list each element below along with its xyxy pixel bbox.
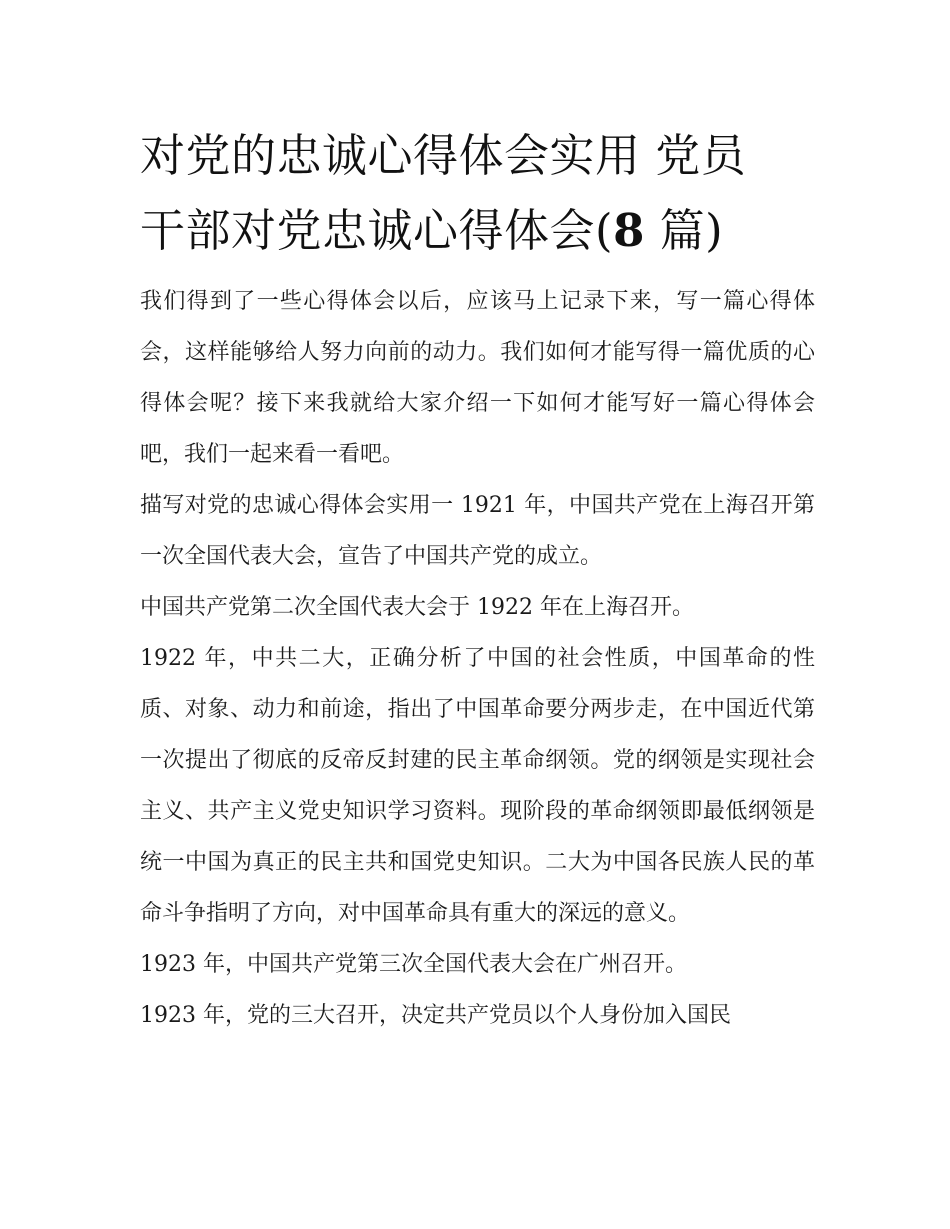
paragraph-third-congress: 1923 年，中国共产党第三次全国代表大会在广州召开。 [140, 952, 687, 977]
title-line-2-prefix: 干部对党忠诚心得体会( [140, 204, 614, 257]
title-line-1: 对党的忠诚心得体会实用 党员 [140, 129, 747, 182]
document-title [140, 118, 815, 268]
title-line-2-suffix: 篇) [644, 204, 724, 257]
paragraph-1921: 描写对党的忠诚心得体会实用一 1921 年，中国共产党在上海召开第一次全国代表大会，宣告了中国共产党的成立。 [140, 493, 815, 569]
title-line-2-number: 8 [613, 204, 645, 257]
paragraph-intro: 我们得到了一些心得体会以后，应该马上记录下来，写一篇心得体会，这样能够给人努力向前的动力。我们如何才能写得一篇优质的心得体会呢？接下来我就给大家介绍一下如何才能写好一篇心得体会吧，我们一起来看一看吧。 [140, 289, 815, 467]
document-body [140, 276, 815, 1041]
paragraph-1922: 1922 年，中共二大，正确分析了中国的社会性质，中国革命的性质、对象、动力和前途，指出了中国革命要分两步走，在中国近代第一次提出了彻底的反帝反封建的民主革命纲领。党的纲领是实现社会主义、共产主义党史知识学习资料。现阶段的革命纲领即最低纲领是统一中国为真正的民主共和国党史知识。二大为中国各民族人民的革命斗争指明了方向，对中国革命具有重大的深远的意义。 [140, 646, 815, 926]
paragraph-second-congress: 中国共产党第二次全国代表大会于 1922 年在上海召开。 [140, 595, 694, 620]
paragraph-1923: 1923 年，党的三大召开，决定共产党员以个人身份加入国民 [140, 1003, 731, 1028]
document-content [140, 118, 815, 1041]
